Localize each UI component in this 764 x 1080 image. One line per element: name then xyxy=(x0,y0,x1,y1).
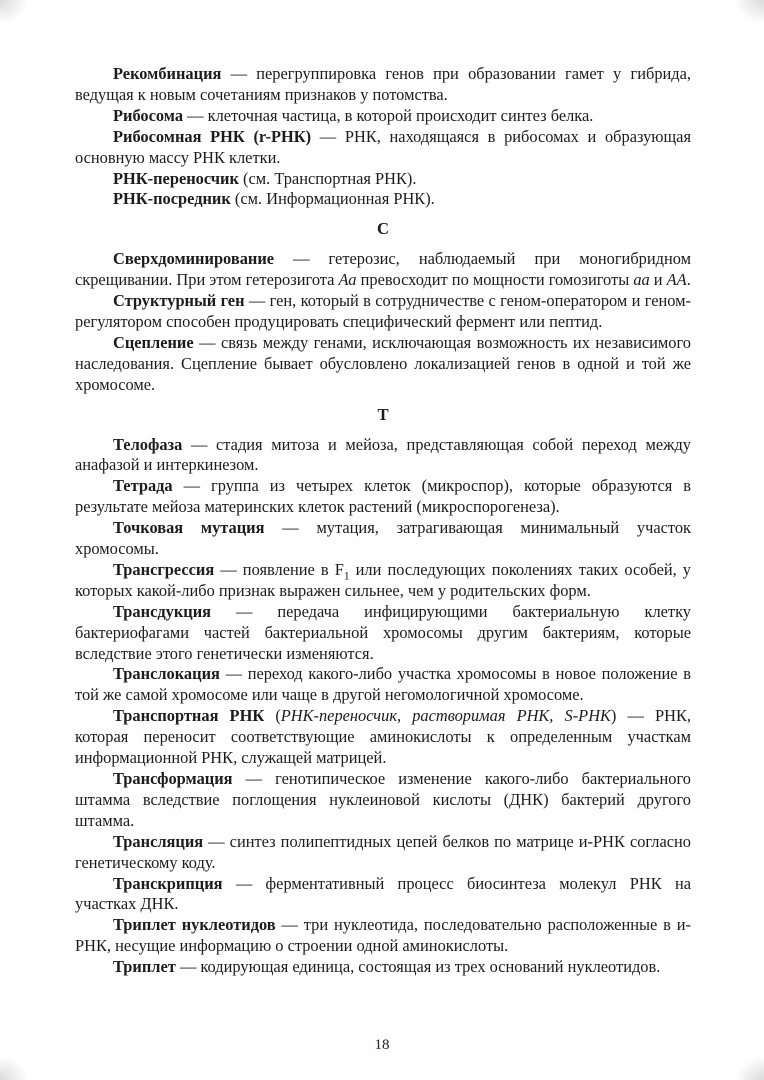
term-text: РНК-переносчик xyxy=(113,168,239,188)
definition-text: — генотипическое изменение какого-либо бактериального штамма вследствие поглощения нуклеиновой кислоты (ДНК) бактерий другого штамма. xyxy=(75,769,691,830)
definition-text: — синтез полипептидных цепей белков по матрице и-РНК согласно генетическому коду. xyxy=(75,831,691,872)
definition-text: превосходит по мощности гомозиготы xyxy=(356,270,634,290)
glossary-entry xyxy=(75,106,691,127)
definition-text: — мутация, затрагивающая минимальный участок хромосомы. xyxy=(75,518,691,559)
scan-corner-artifact xyxy=(734,0,764,24)
glossary-entry xyxy=(75,518,691,560)
term-text: Телофаза xyxy=(113,434,183,454)
glossary-entry xyxy=(75,957,691,978)
term-text: Трансляция xyxy=(113,831,204,851)
section-letter xyxy=(75,219,691,240)
term-text: Транскрипция xyxy=(113,873,223,893)
glossary-entry xyxy=(75,832,691,874)
term-text: Точковая мутация xyxy=(113,518,265,538)
definition-text: — три нуклеотида, последовательно расположенные в и-РНК, несущие информацию о строении одной аминокислоты. xyxy=(75,915,692,956)
definition-text: — ген, который в сотрудничестве с геном-оператором и геном-регулятором способен продуцировать специфический фермент или пептид. xyxy=(75,291,691,331)
term-text: Триплет xyxy=(113,957,176,977)
glossary-entry xyxy=(75,664,691,706)
term-text: Трансгрессия xyxy=(113,559,215,579)
glossary-entry xyxy=(75,706,691,769)
term-text: Трансформация xyxy=(113,769,233,788)
definition-text: РНК-переносчик, растворимая РНК, S-РНК xyxy=(280,706,611,726)
definition-text: — связь между генами, исключающая возможность их независимого наследования. Сцепление бывает обусловлено локализацией генов в одной и той же хромосоме. xyxy=(75,332,691,394)
glossary-entry xyxy=(75,291,691,333)
glossary-entry xyxy=(75,874,691,916)
definition-text: 1 xyxy=(343,570,350,583)
page-number: 18 xyxy=(374,1037,390,1053)
glossary-entry xyxy=(75,333,691,396)
term-text: Рекомбинация xyxy=(113,64,222,83)
term-text: Т xyxy=(377,404,389,424)
definition-text: ( xyxy=(264,706,281,726)
term-text: Транспортная РНК xyxy=(113,706,265,726)
glossary-entry xyxy=(75,64,691,106)
definition-text: — появление в F xyxy=(214,559,344,579)
term-text: Рибосома xyxy=(113,105,184,125)
glossary-entry xyxy=(75,127,691,169)
glossary-entry xyxy=(75,769,691,832)
definition-text: — клеточная частица, в которой происходит синтез белка. xyxy=(183,105,594,125)
term-text: С xyxy=(377,219,389,239)
definition-text: — переход какого-либо участка хромосомы в новое положение в той же самой хромосоме или чаще в другой негомологичной хромосоме. xyxy=(75,664,691,705)
definition-text: — гетерозис, наблюдаемый при моногибридном скрещивании. При этом гетерозигота xyxy=(75,249,691,290)
glossary-entry xyxy=(75,435,691,477)
definition-text: (см. Информационная РНК). xyxy=(230,189,435,209)
definition-text: (см. Транспортная РНК). xyxy=(238,168,417,188)
glossary-entry xyxy=(75,560,691,602)
definition-text: ) — РНК, которая переносит соответствующие аминокислоты к определенным участкам информационной РНК, служащей матрицей. xyxy=(75,706,691,768)
term-text: Рибосомная РНК (r-РНК) xyxy=(113,126,312,146)
term-text: Сверхдоминирование xyxy=(113,249,275,269)
scan-corner-artifact xyxy=(0,1056,30,1080)
definition-text: . xyxy=(686,270,691,290)
definition-text: и xyxy=(649,270,667,290)
definition-text: аа xyxy=(633,270,650,290)
definition-text: или последующих поколениях таких особей, у которых какой-либо признак выражен сильнее, чем у родительских форм. xyxy=(75,559,691,600)
glossary-entry xyxy=(75,476,691,518)
scan-corner-artifact xyxy=(0,0,30,24)
definition-text: — кодирующая единица, состоящая из трех оснований нуклеотидов. xyxy=(175,957,661,977)
definition-text: — РНК, находящаяся в рибосомах и образующая основную массу РНК клетки. xyxy=(75,126,691,167)
term-text: Триплет нуклеотидов xyxy=(113,915,276,935)
glossary-entry xyxy=(75,915,691,957)
term-text: Транслокация xyxy=(113,664,220,684)
definition-text: Аа xyxy=(338,270,357,290)
glossary-entry xyxy=(75,249,691,291)
definition-text: — ферментативный процесс биосинтеза молекул РНК на участках ДНК. xyxy=(75,873,691,914)
definition-text: — стадия митоза и мейоза, представляющая собой переход между анафазой и интеркинезом. xyxy=(75,434,691,475)
glossary-entry xyxy=(75,602,691,665)
term-text: Сцепление xyxy=(113,332,194,352)
term-text: Структурный ген xyxy=(113,291,245,311)
term-text: Тетрада xyxy=(113,476,173,496)
section-letter xyxy=(75,405,691,426)
term-text: Трансдукция xyxy=(113,601,212,621)
definition-text: АА xyxy=(666,270,687,290)
definition-text: — передача инфицирующими бактериальную клетку бактериофагами частей бактериальной хромосомы другим бактериям, которые вследствие этого генетически изменяются. xyxy=(75,601,691,663)
page-content xyxy=(75,64,691,978)
term-text: РНК-посредник xyxy=(113,189,231,209)
definition-text: — группа из четырех клеток (микроспор), которые образуются в результате мейоза материнских клеток растений (микроспорогенеза). xyxy=(75,476,691,517)
glossary-entry xyxy=(75,189,691,210)
scan-corner-artifact xyxy=(734,1056,764,1080)
glossary-entry xyxy=(75,169,691,190)
definition-text: — перегруппировка генов при образовании гамет у гибрида, ведущая к новым сочетаниям признаков у потомства. xyxy=(75,64,691,104)
